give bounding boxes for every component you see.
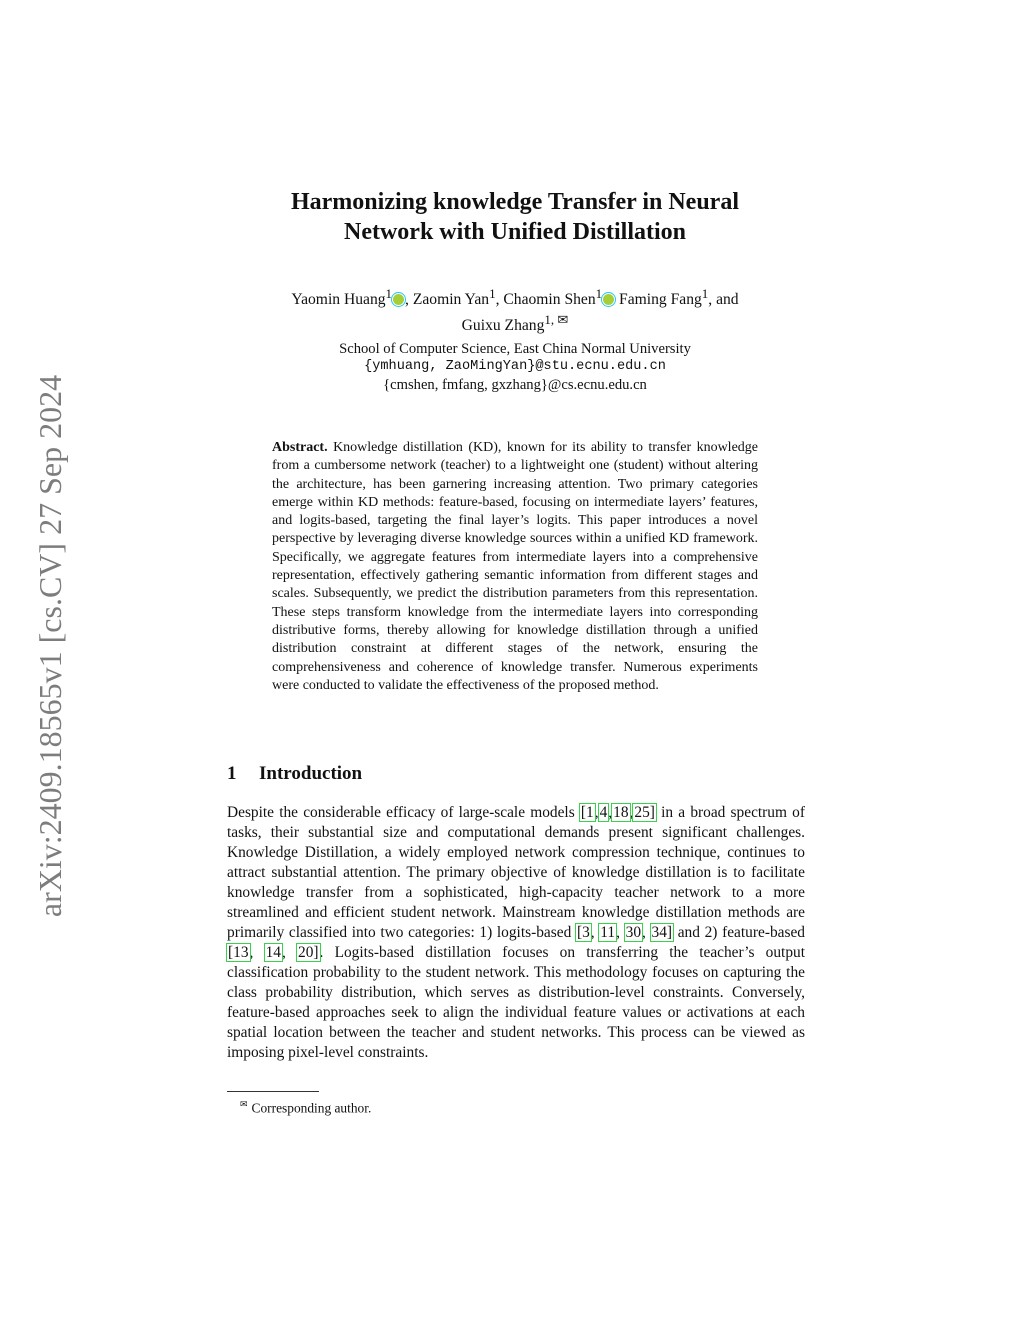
citation-link[interactable]: 30 [625,924,642,941]
citation-link[interactable]: 20] [298,944,319,961]
citation-link[interactable]: 34] [651,924,673,941]
citation-sep: , [642,924,651,941]
abstract [272,439,758,695]
intro-text: and 2) feature-based [673,924,805,941]
title-line-1: Harmonizing knowledge Transfer in Neural [290,189,739,215]
institution: School of Computer Science, East China Normal University [339,341,691,357]
citation-link[interactable]: [13 [228,944,249,961]
author-line-1 [200,284,830,310]
citation-sep: , [281,944,298,961]
author-affil-sup: 1 [489,286,496,301]
author-name: , Chaomin Shen [495,291,596,309]
citation-link[interactable]: 14 [265,944,281,961]
author-affil-sup: 1, ✉ [544,311,569,327]
intro-text: . Logits-based distillation focuses on transferring the teacher’s output classification probability to the student network. This methodology focuses on capturing the class probability distribution, which serves as distribution-level constraints. Conversely, feature-based approaches seek to align the individual feature values or activations at each spatial location between the teacher and student networks. This process can be viewed as imposing pixel-level constraints. [227,944,805,1061]
title-line-2: Network with Unified Distillation [344,219,686,245]
author-affil-sup: 1 [595,286,603,301]
citation-link[interactable]: [1 [580,804,594,821]
citation-sep: , [608,804,613,821]
citation-sep: , [249,944,265,961]
orcid-icon[interactable] [603,294,614,305]
author-line-2 [200,310,830,336]
arxiv-sidebar-stamp: arXiv:2409.18565v1 [cs.CV] 27 Sep 2024 [32,374,68,918]
citation-sep: , [629,804,634,821]
citation-sep: , [590,924,600,941]
intro-paragraph [227,803,805,1063]
section-title: Introduction [259,763,363,784]
affiliation-block [200,340,830,394]
citation-sep: , [594,804,599,821]
section-number: 1 [227,763,237,784]
author-conjunction: , and [708,291,739,309]
author-affil-sup: 1 [701,286,709,301]
author-name: Faming Fang [615,291,702,309]
intro-text: Despite the considerable efficacy of large-scale models [227,804,580,821]
author-name: Guixu Zhang [461,316,545,334]
orcid-icon[interactable] [393,294,404,305]
email-line-students: {ymhuang, ZaoMingYan}@stu.ecnu.edu.cn [364,359,666,374]
section-heading [227,762,362,786]
envelope-icon: ✉ [240,1099,248,1109]
abstract-text: Knowledge distillation (KD), known for its ability to transfer knowledge from a cumbersome network (teacher) to a lightweight one (student) without altering the architecture, has been garnering increasing attention. Two primary categories emerge within KD methods: feature-based, focusing on intermediate layers’ features, and logits-based, targeting the final layer’s logits. This paper introduces a novel perspective by leveraging diverse knowledge sources within a unified KD framework. Specifically, we aggregate features from intermediate layers into a comprehensive representation, effectively gathering semantic information from different stages and scales. Subsequently, we predict the distribution parameters from this representation. These steps transform knowledge from the intermediate layers into corresponding distributive forms, thereby allowing for knowledge distillation through a unified distribution constraint at different stages of the network, ensuring the comprehensiveness and coherence of knowledge transfer. Numerous experiments were conducted to validate the effectiveness of the proposed method. [272,440,759,693]
citation-sep: , [616,924,625,941]
author-name: Yaomin Huang [291,291,386,309]
abstract-label: Abstract. [272,440,328,455]
paper-title [200,187,830,247]
footnote-rule [227,1091,319,1092]
footnote-text: Corresponding author. [251,1100,372,1116]
author-name: , Zaomin Yan [405,291,490,309]
citation-link[interactable]: [3 [576,924,590,941]
author-list [200,284,830,335]
footnote [240,1095,371,1117]
email-line-faculty: {cmshen, fmfang, gxzhang}@cs.ecnu.edu.cn [383,377,647,393]
citation-link[interactable]: 18 [613,804,629,821]
citation-link[interactable]: 11 [600,924,616,941]
intro-text: in a broad spectrum of tasks, their substantial size and computational demands present significant challenges. Knowledge Distillation, a widely employed network compression technique, continues to attract substantial attention. The primary objective of knowledge distillation is to facilitate knowledge transfer from a sophisticated, high-capacity teacher network to a more streamlined and efficient student network. Mainstream knowledge distillation methods are primarily classified into two categories: 1) logits-based [227,804,805,941]
citation-link[interactable]: 25] [634,804,655,821]
citation-link[interactable]: 4 [599,804,608,821]
author-affil-sup: 1 [385,286,393,301]
